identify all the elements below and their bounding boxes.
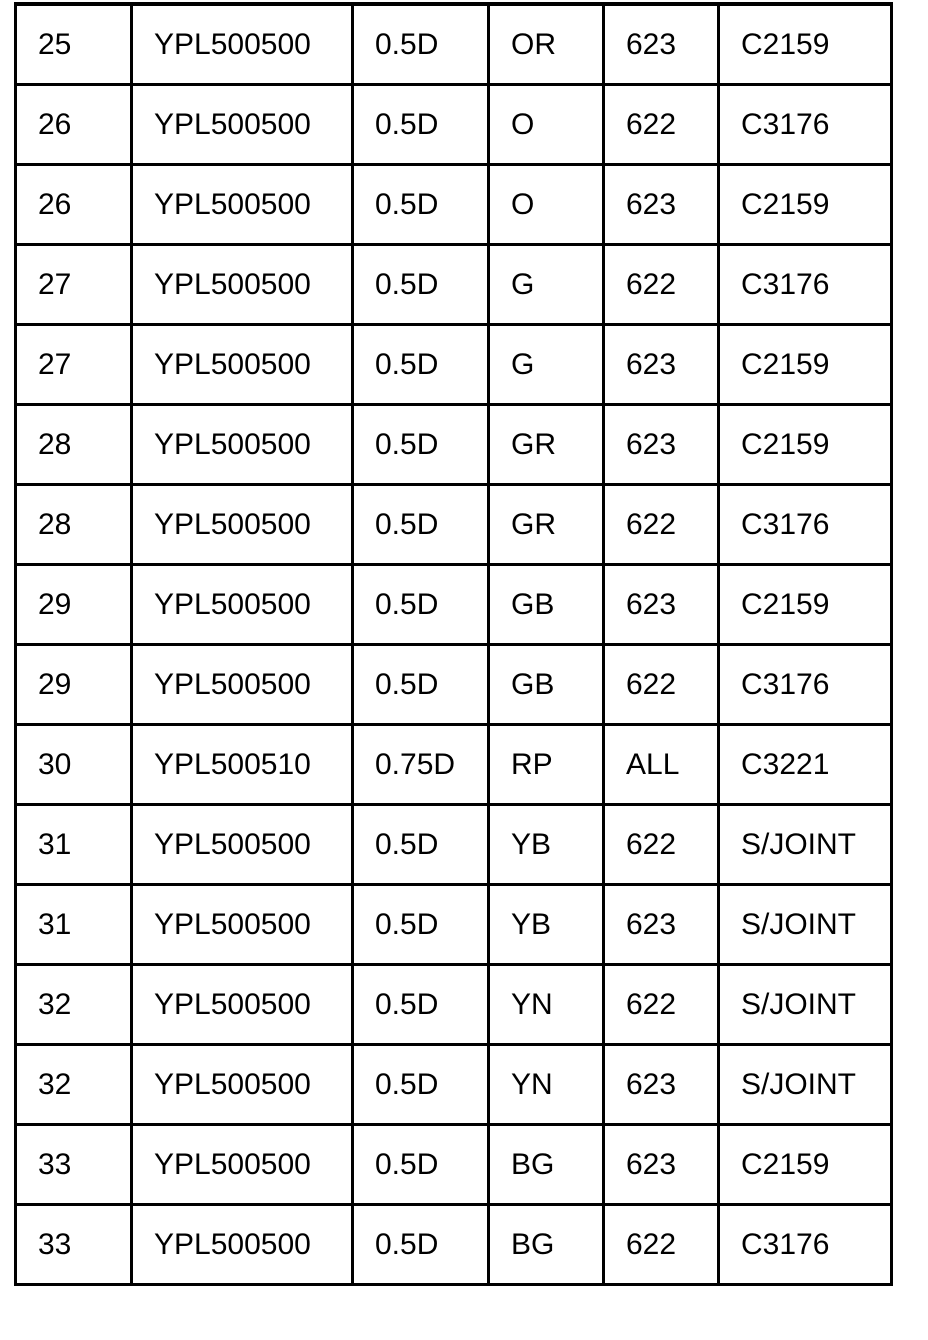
ref-cell: C3221 bbox=[719, 725, 892, 805]
size-cell: 0.5D bbox=[353, 85, 489, 165]
model-cell: 622 bbox=[604, 85, 719, 165]
ref-cell: S/JOINT bbox=[719, 1045, 892, 1125]
table-body bbox=[16, 4, 892, 1285]
code-cell: YB bbox=[489, 885, 604, 965]
part-number-cell: YPL500500 bbox=[132, 885, 353, 965]
table-row bbox=[16, 85, 892, 165]
part-number-cell: YPL500510 bbox=[132, 725, 353, 805]
code-cell: GR bbox=[489, 405, 604, 485]
size-cell: 0.5D bbox=[353, 1205, 489, 1285]
size-cell: 0.5D bbox=[353, 965, 489, 1045]
table-row bbox=[16, 1205, 892, 1285]
table-row bbox=[16, 405, 892, 485]
table-row bbox=[16, 885, 892, 965]
data-table bbox=[14, 2, 893, 1286]
size-cell: 0.5D bbox=[353, 565, 489, 645]
model-cell: 622 bbox=[604, 965, 719, 1045]
table-row bbox=[16, 1125, 892, 1205]
size-cell: 0.5D bbox=[353, 1125, 489, 1205]
row-number-cell: 33 bbox=[16, 1125, 132, 1205]
model-cell: 622 bbox=[604, 485, 719, 565]
table-row bbox=[16, 565, 892, 645]
part-number-cell: YPL500500 bbox=[132, 805, 353, 885]
ref-cell: C3176 bbox=[719, 645, 892, 725]
ref-cell: C2159 bbox=[719, 405, 892, 485]
model-cell: 623 bbox=[604, 1125, 719, 1205]
part-number-cell: YPL500500 bbox=[132, 405, 353, 485]
model-cell: 622 bbox=[604, 1205, 719, 1285]
row-number-cell: 27 bbox=[16, 325, 132, 405]
code-cell: G bbox=[489, 325, 604, 405]
model-cell: 623 bbox=[604, 565, 719, 645]
row-number-cell: 29 bbox=[16, 645, 132, 725]
code-cell: RP bbox=[489, 725, 604, 805]
part-number-cell: YPL500500 bbox=[132, 1205, 353, 1285]
size-cell: 0.5D bbox=[353, 165, 489, 245]
row-number-cell: 25 bbox=[16, 4, 132, 85]
code-cell: OR bbox=[489, 4, 604, 85]
part-number-cell: YPL500500 bbox=[132, 165, 353, 245]
table-row bbox=[16, 485, 892, 565]
model-cell: 623 bbox=[604, 325, 719, 405]
ref-cell: C3176 bbox=[719, 1205, 892, 1285]
size-cell: 0.5D bbox=[353, 885, 489, 965]
size-cell: 0.5D bbox=[353, 4, 489, 85]
ref-cell: C2159 bbox=[719, 4, 892, 85]
ref-cell: C3176 bbox=[719, 245, 892, 325]
code-cell: GB bbox=[489, 565, 604, 645]
model-cell: 623 bbox=[604, 885, 719, 965]
model-cell: 623 bbox=[604, 1045, 719, 1125]
row-number-cell: 28 bbox=[16, 405, 132, 485]
row-number-cell: 30 bbox=[16, 725, 132, 805]
size-cell: 0.5D bbox=[353, 325, 489, 405]
row-number-cell: 29 bbox=[16, 565, 132, 645]
table-row bbox=[16, 4, 892, 85]
row-number-cell: 31 bbox=[16, 885, 132, 965]
code-cell: O bbox=[489, 165, 604, 245]
row-number-cell: 32 bbox=[16, 1045, 132, 1125]
model-cell: 622 bbox=[604, 645, 719, 725]
code-cell: GB bbox=[489, 645, 604, 725]
table-row bbox=[16, 965, 892, 1045]
ref-cell: C2159 bbox=[719, 165, 892, 245]
model-cell: 622 bbox=[604, 805, 719, 885]
part-number-cell: YPL500500 bbox=[132, 245, 353, 325]
code-cell: G bbox=[489, 245, 604, 325]
ref-cell: S/JOINT bbox=[719, 885, 892, 965]
table-row bbox=[16, 1045, 892, 1125]
code-cell: O bbox=[489, 85, 604, 165]
size-cell: 0.75D bbox=[353, 725, 489, 805]
ref-cell: C2159 bbox=[719, 325, 892, 405]
model-cell: ALL bbox=[604, 725, 719, 805]
part-number-cell: YPL500500 bbox=[132, 1045, 353, 1125]
code-cell: BG bbox=[489, 1125, 604, 1205]
row-number-cell: 26 bbox=[16, 85, 132, 165]
row-number-cell: 31 bbox=[16, 805, 132, 885]
model-cell: 623 bbox=[604, 405, 719, 485]
table-row bbox=[16, 245, 892, 325]
table-row bbox=[16, 645, 892, 725]
table-row bbox=[16, 325, 892, 405]
model-cell: 623 bbox=[604, 165, 719, 245]
code-cell: BG bbox=[489, 1205, 604, 1285]
model-cell: 622 bbox=[604, 245, 719, 325]
ref-cell: C2159 bbox=[719, 565, 892, 645]
part-number-cell: YPL500500 bbox=[132, 4, 353, 85]
size-cell: 0.5D bbox=[353, 805, 489, 885]
code-cell: YN bbox=[489, 1045, 604, 1125]
size-cell: 0.5D bbox=[353, 245, 489, 325]
ref-cell: C3176 bbox=[719, 485, 892, 565]
size-cell: 0.5D bbox=[353, 405, 489, 485]
part-number-cell: YPL500500 bbox=[132, 1125, 353, 1205]
row-number-cell: 27 bbox=[16, 245, 132, 325]
code-cell: YB bbox=[489, 805, 604, 885]
code-cell: GR bbox=[489, 485, 604, 565]
table-row bbox=[16, 725, 892, 805]
part-number-cell: YPL500500 bbox=[132, 965, 353, 1045]
size-cell: 0.5D bbox=[353, 485, 489, 565]
row-number-cell: 32 bbox=[16, 965, 132, 1045]
model-cell: 623 bbox=[604, 4, 719, 85]
table-row bbox=[16, 805, 892, 885]
code-cell: YN bbox=[489, 965, 604, 1045]
size-cell: 0.5D bbox=[353, 1045, 489, 1125]
ref-cell: S/JOINT bbox=[719, 805, 892, 885]
part-number-cell: YPL500500 bbox=[132, 565, 353, 645]
row-number-cell: 28 bbox=[16, 485, 132, 565]
row-number-cell: 33 bbox=[16, 1205, 132, 1285]
part-number-cell: YPL500500 bbox=[132, 325, 353, 405]
size-cell: 0.5D bbox=[353, 645, 489, 725]
part-number-cell: YPL500500 bbox=[132, 645, 353, 725]
part-number-cell: YPL500500 bbox=[132, 485, 353, 565]
ref-cell: S/JOINT bbox=[719, 965, 892, 1045]
part-number-cell: YPL500500 bbox=[132, 85, 353, 165]
ref-cell: C2159 bbox=[719, 1125, 892, 1205]
table-row bbox=[16, 165, 892, 245]
row-number-cell: 26 bbox=[16, 165, 132, 245]
ref-cell: C3176 bbox=[719, 85, 892, 165]
